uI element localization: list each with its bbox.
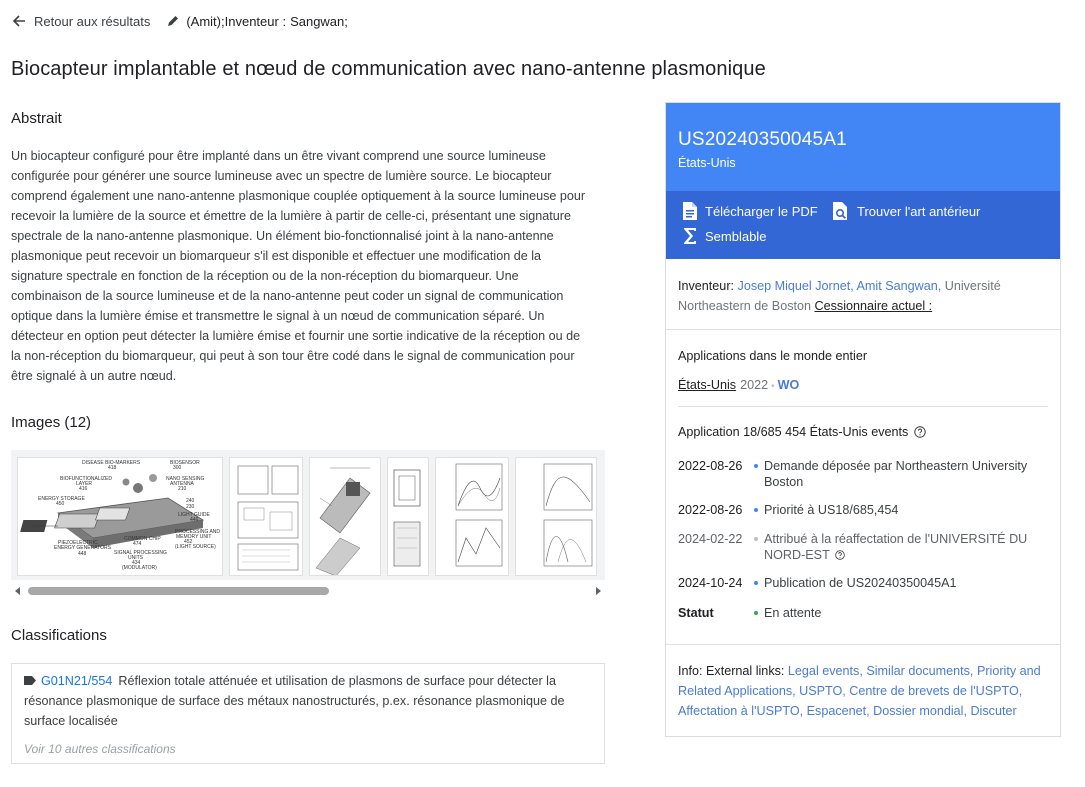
patent-drawing-3 [310, 458, 381, 576]
sigma-icon [682, 227, 698, 245]
drawing-label: UNITS [128, 555, 143, 561]
event-date: 2024-02-22 [678, 532, 743, 546]
external-links-label: External links: [706, 664, 785, 678]
patent-drawing-6 [516, 458, 597, 576]
inventor-org: Université Northeastern de Boston [678, 279, 1001, 313]
classification-box [11, 663, 605, 764]
publication-number: US20240350045A1 [678, 129, 847, 150]
drawing-label: NANO SENSING [166, 476, 205, 482]
download-pdf-label: Télécharger le PDF [705, 203, 818, 219]
back-to-results-link[interactable]: Retour aux résultats [34, 13, 151, 29]
drawing-label: 474 [133, 541, 142, 547]
scroll-thumb[interactable] [28, 587, 329, 595]
patent-summary-card [665, 102, 1061, 737]
pencil-icon[interactable] [166, 14, 180, 28]
event-row [678, 458, 1050, 490]
drawing-label: 434 [132, 560, 141, 566]
image-thumb-2[interactable] [229, 457, 303, 576]
event-date: 2022-08-26 [678, 503, 743, 517]
image-gallery[interactable] [11, 450, 605, 580]
event-row [678, 531, 1050, 563]
prior-art-label: Trouver l'art antérieur [857, 203, 981, 219]
drawing-label: ENERGY GENERATORS [54, 545, 111, 551]
inventor-block [678, 276, 1050, 316]
divider [666, 329, 1060, 330]
drawing-label: LIGHT GUIDE [178, 512, 210, 518]
uspto-assignment-link[interactable]: Affectation à l'USPTO, [678, 704, 804, 718]
event-date: 2024-10-24 [678, 576, 743, 590]
worldwide-year: 2022 [740, 378, 769, 392]
drawing-label: 448 [78, 551, 87, 557]
worldwide-row [678, 378, 799, 392]
event-text: Priorité à US18/685,454 [764, 503, 899, 517]
abstract-heading: Abstrait [11, 110, 62, 127]
drawing-label: LAYER [76, 481, 93, 487]
help-icon[interactable] [914, 426, 926, 438]
legal-events-link[interactable]: Legal events, [787, 664, 863, 678]
assignee-label: Cessionnaire actuel : [814, 299, 933, 313]
drawing-label: 230 [186, 504, 195, 510]
inventor-query-label: Inventeur : [224, 13, 287, 29]
drawing-label: MEMORY UNIT [176, 534, 212, 540]
drawing-label: ANTENNA [170, 481, 194, 487]
card-header [666, 103, 1060, 191]
status-row [678, 605, 1050, 621]
espacenet-link[interactable]: Espacenet, [806, 704, 870, 718]
drawing-label: PIEZOELECTRIC [58, 540, 98, 546]
worldwide-country-link[interactable]: États-Unis [678, 378, 737, 392]
status-label: Statut [678, 606, 714, 620]
images-heading: Images (12) [11, 414, 92, 431]
image-thumb-6[interactable] [515, 457, 597, 576]
drawing-label: SIGNAL PROCESSING [114, 550, 167, 556]
event-text [764, 531, 1050, 563]
topbar [12, 10, 348, 32]
drawing-label: BIOSENSOR [170, 460, 200, 466]
patent-drawing-1 [18, 458, 223, 576]
prior-art-button[interactable] [832, 201, 980, 221]
drawing-label: (LIGHT SOURCE) [175, 544, 216, 550]
uspto-link[interactable]: USPTO, [799, 684, 846, 698]
drawing-label: 210 [178, 486, 187, 492]
similar-label: Semblable [705, 228, 767, 244]
scroll-right-icon[interactable] [596, 587, 601, 595]
image-thumb-1[interactable] [17, 457, 223, 576]
event-dot [754, 537, 758, 541]
patent-drawing-5 [436, 458, 509, 576]
scroll-left-icon[interactable] [15, 587, 20, 595]
drawing-label: 300 [173, 465, 182, 471]
event-row [678, 502, 1050, 518]
divider [666, 644, 1060, 645]
event-row [678, 575, 1050, 591]
event-date: 2022-08-26 [678, 459, 743, 473]
drawing-label: DISEASE BIO-MARKERS [82, 460, 141, 466]
image-thumb-5[interactable] [435, 457, 509, 576]
status-dot [754, 611, 758, 615]
event-dot [754, 581, 758, 585]
drawing-label: PROCESSING AND [175, 529, 221, 535]
worldwide-wo-link[interactable]: WO [777, 378, 800, 392]
drawing-label: (MODULATOR) [122, 565, 157, 571]
inventor-label: Inventeur: [678, 279, 735, 293]
classification-entry [24, 671, 592, 731]
event-dot [754, 464, 758, 468]
patent-drawing-4 [388, 458, 429, 576]
publication-country: États-Unis [678, 156, 736, 170]
inventor-query-value: Sangwan; [290, 13, 348, 29]
classifications-heading: Classifications [11, 627, 107, 644]
gallery-scrollbar[interactable] [11, 584, 605, 598]
drawing-label: ENERGY STORAGE [38, 496, 85, 502]
event-text-label: Attribué à la réaffectation de l'UNIVERSITÉ DU NORD-EST [764, 532, 1028, 562]
more-classifications-link[interactable]: Voir 10 autres classifications [24, 742, 176, 756]
drawing-label: 240 [186, 498, 195, 504]
info-label: Info: [678, 664, 703, 678]
classification-code-link[interactable]: G01N21/554 [41, 674, 113, 688]
assignee-query: (Amit); [186, 13, 225, 29]
card-actions [666, 191, 1060, 259]
inventor-names-link[interactable]: Josep Miquel Jornet, Amit Sangwan, [737, 279, 942, 293]
event-text: Demande déposée par Northeastern University Boston [764, 459, 1028, 489]
help-icon[interactable] [835, 550, 845, 560]
download-pdf-button[interactable] [682, 201, 818, 221]
abstract-text: Un biocapteur configuré pour être implanté dans un être vivant comprend une source lumineuse configurée pour générer une source lumineuse avec un spectre de lumière source. Le biocapteur comprend également une nano-antenne plasmonique couplée optiquement à la source lumineuse pour recevoir la lumière de la source et émettre de la lumière à partir de celle-ci, présentant une signature spectrale de la nano-antenne plasmonique. Un élément bio-fonctionnalisé joint à la nano-antenne plasmonique peut recevoir un biomarqueur s'il est disponible et effectuer une modification de la signature spectrale en fonction de la réception ou de la non-réception du biomarqueur. Une combinaison de la source lumineuse et de la nano-antenne peut coder un signal de communication optique dans la lumière émise et transmettre le signal à un nœud de communication séparé. Un détecteur en option peut détecter la lumière émise et fournir une sortie indicative de la réception ou de la non-réception du biomarqueur, qui peut à son tour être codé dans le signal de communication pour être signalé à un autre nœud. [11, 149, 586, 383]
worldwide-separator: • [771, 381, 775, 392]
uspto-patent-center-link[interactable]: Centre de brevets de l'USPTO, [849, 684, 1023, 698]
global-dossier-link[interactable]: Dossier mondial, [873, 704, 967, 718]
discuss-link[interactable]: Discuter [970, 704, 1017, 718]
event-dot [754, 508, 758, 512]
drawing-label: 450 [56, 501, 65, 507]
drawing-label: COMMON CHIP [124, 536, 161, 542]
event-text: Publication de US20240350045A1 [764, 576, 957, 590]
drawing-label: 446 [190, 517, 199, 523]
drawing-label: 416 [79, 486, 88, 492]
search-doc-icon [832, 201, 850, 221]
priority-applications-link[interactable]: Priority and Related Applications, [678, 664, 1041, 698]
drawing-label: 418 [108, 465, 117, 471]
info-block [678, 661, 1050, 721]
divider [678, 406, 1048, 407]
classification-description: Réflexion totale atténuée et utilisation de plasmons de surface pour détecter la résonance plasmonique de surface des métaux nanostructurés, p.ex. résonance plasmonique de surface localisée [24, 674, 565, 728]
image-thumb-4[interactable] [387, 457, 429, 576]
drawing-label: BIOFUNCTIONALIZED [60, 476, 112, 482]
similar-button[interactable] [682, 227, 766, 245]
tag-icon [24, 676, 36, 685]
drawing-label: 452 [184, 539, 193, 545]
image-thumb-3[interactable] [309, 457, 381, 576]
status-value: En attente [764, 606, 822, 620]
similar-documents-link[interactable]: Similar documents, [866, 664, 974, 678]
application-heading-text: Application 18/685 454 États-Unis events [678, 425, 909, 439]
patent-drawing-2 [230, 458, 303, 576]
worldwide-heading: Applications dans le monde entier [678, 349, 868, 363]
application-heading [678, 425, 926, 439]
page-title: Biocapteur implantable et nœud de communication avec nano-antenne plasmonique [11, 58, 766, 80]
back-arrow-icon[interactable] [12, 14, 26, 28]
pdf-icon [682, 201, 698, 221]
